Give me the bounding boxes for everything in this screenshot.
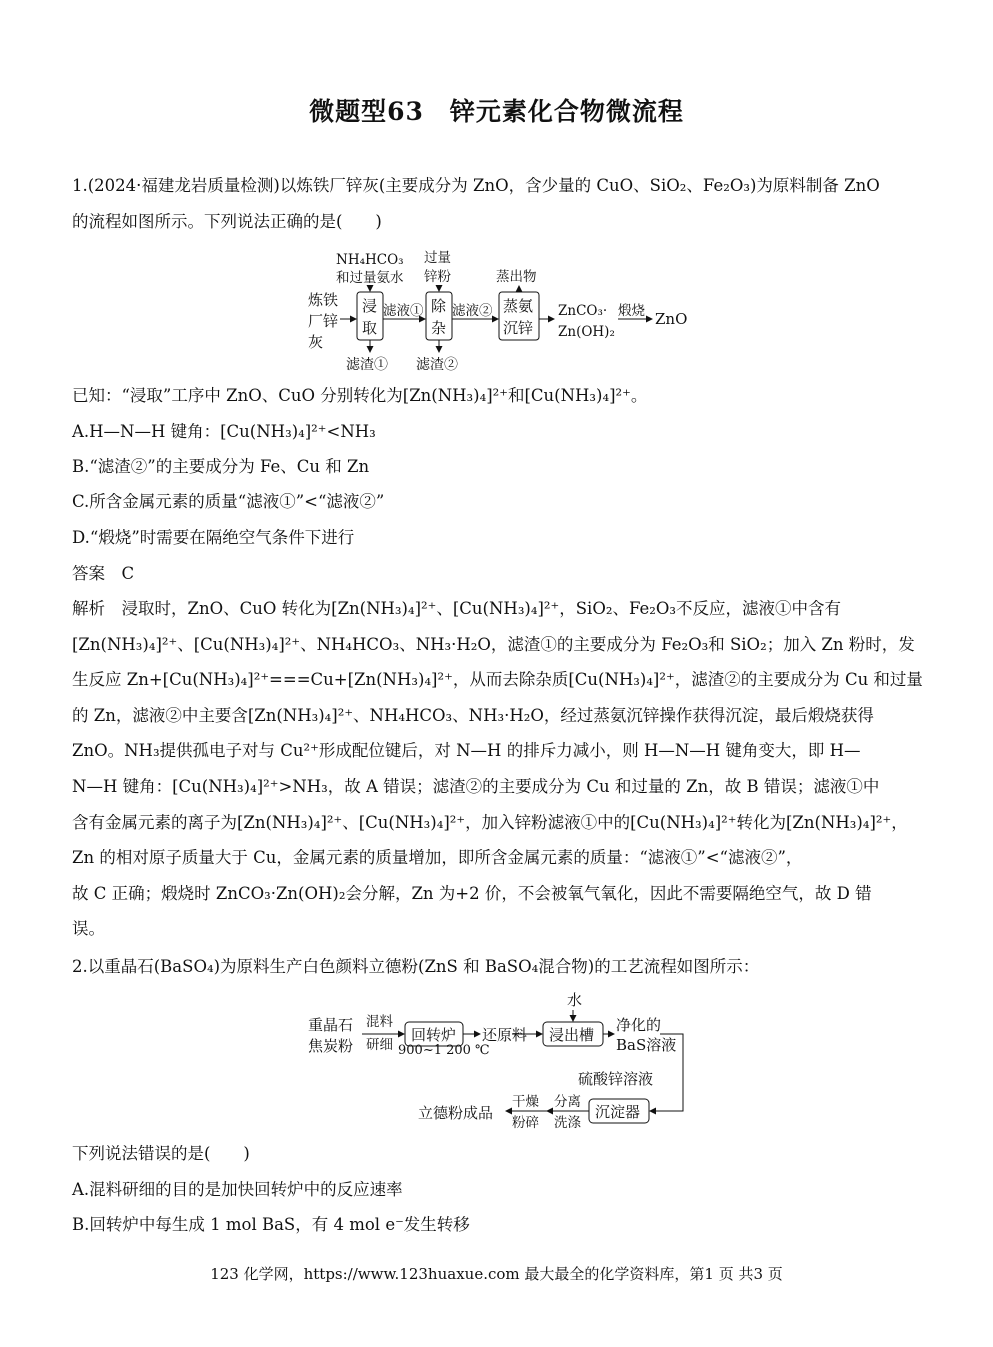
q1-option-a: A.H—N—H 键角：[Cu(NH₃)₄]²⁺<NH₃ xyxy=(72,422,376,441)
q2-op-mix: 研细 xyxy=(366,1037,393,1053)
q1-filtrate2: 滤液② xyxy=(452,303,493,319)
q1-stem-line1: 1.(2024·福建龙岩质量检测)以炼铁厂锌灰(主要成分为 ZnO，含少量的 CuO、SiO₂、Fe₂O₃)为原料制备 ZnO xyxy=(72,176,880,195)
q2-reduced-label: 还原料 xyxy=(482,1026,528,1044)
q1-known: 已知：“浸取”工序中 ZnO、CuO 分别转化为[Zn(NH₃)₄]²⁺和[Cu(NH₃)₄]²⁺。 xyxy=(72,386,648,405)
q1-flowchart xyxy=(300,248,700,376)
q2-temp-label: 900~1 200 ℃ xyxy=(398,1043,490,1058)
q2-box-precip: 沉淀器 xyxy=(595,1103,641,1121)
q2-box-kiln: 回转炉 xyxy=(411,1026,457,1044)
q1-raw-label: 灰 xyxy=(308,333,324,351)
q1-product-label: ZnO xyxy=(655,310,688,328)
q1-filtrate1: 滤液① xyxy=(383,303,424,319)
q1-analysis-line: 含有金属元素的离子为[Zn(NH₃)₄]²⁺、[Cu(NH₃)₄]²⁺，加入锌粉滤液①中的[Cu(NH₃)₄]²⁺转化为[Zn(NH₃)₄]²⁺， xyxy=(72,813,908,832)
q2-raw-label: 焦炭粉 xyxy=(308,1037,354,1055)
q2-op-dry: 干燥 xyxy=(512,1094,539,1110)
q1-box-leach: 浸 xyxy=(362,297,378,315)
q1-option-b: B.“滤渣②”的主要成分为 Fe、Cu 和 Zn xyxy=(72,457,370,476)
q2-op-dry: 粉碎 xyxy=(512,1115,539,1131)
q2-option-a: A.混料研细的目的是加快回转炉中的反应速率 xyxy=(72,1180,403,1199)
q2-box-leach: 浸出槽 xyxy=(549,1026,595,1044)
q1-raw-label: 厂锌 xyxy=(308,312,339,330)
q1-reagent-b: 锌粉 xyxy=(424,269,451,285)
q2-flowchart xyxy=(300,988,700,1134)
q1-precip-label: ZnCO₃· xyxy=(558,303,608,319)
q1-residue1: 滤渣① xyxy=(346,357,388,373)
q1-reagent-a: NH₄HCO₃ xyxy=(336,252,404,268)
q1-precip-label: Zn(OH)₂ xyxy=(558,324,615,340)
q2-stem: 2.以重晶石(BaSO₄)为原料生产白色颜料立德粉(ZnS 和 BaSO₄混合物)的工艺流程如图所示： xyxy=(72,957,760,976)
q1-analysis-line: N—H 键角：[Cu(NH₃)₄]²⁺>NH₃，故 A 错误；滤渣②的主要成分为 Cu 和过量的 Zn，故 B 错误；滤液①中 xyxy=(72,777,880,796)
q1-box-purify: 杂 xyxy=(431,319,447,337)
q1-reagent-a: 和过量氨水 xyxy=(336,270,404,286)
q2-purified-label: 净化的 xyxy=(616,1016,662,1034)
q1-raw-label: 炼铁 xyxy=(308,291,339,309)
q2-op-separate: 洗涤 xyxy=(554,1115,581,1131)
q1-analysis-line: 故 C 正确；煅烧时 ZnCO₃·Zn(OH)₂会分解，Zn 为+2 价，不会被氧气氧化，因此不需要隔绝空气，故 D 错 xyxy=(72,884,872,903)
q1-option-d: D.“煅烧”时需要在隔绝空气条件下进行 xyxy=(72,528,355,547)
q2-znso4-label: 硫酸锌溶液 xyxy=(578,1070,654,1088)
q1-box-precip: 蒸氨 xyxy=(503,297,534,315)
q2-purified-label: BaS溶液 xyxy=(616,1036,677,1054)
q1-box-precip: 沉锌 xyxy=(503,319,534,337)
q2-raw-label: 重晶石 xyxy=(308,1016,354,1034)
q1-calcine-label: 煅烧 xyxy=(618,303,645,319)
q1-analysis-line: 误。 xyxy=(72,919,105,938)
q2-prompt: 下列说法错误的是( ) xyxy=(72,1144,250,1163)
q1-box-purify: 除 xyxy=(431,297,447,315)
q1-option-c: C.所含金属元素的质量“滤液①”<“滤液②” xyxy=(72,492,385,511)
q1-answer: 答案 C xyxy=(72,564,135,583)
q1-reagent-b: 过量 xyxy=(424,250,451,266)
q1-vapor-label: 蒸出物 xyxy=(496,269,537,285)
q1-analysis-line: ZnO。NH₃提供孤电子对与 Cu²⁺形成配位键后，对 N—H 的排斥力减小，则 H—N—H 键角变大，即 H— xyxy=(72,741,861,760)
q2-option-b: B.回转炉中每生成 1 mol BaS，有 4 mol e⁻发生转移 xyxy=(72,1215,470,1234)
q1-analysis-line: [Zn(NH₃)₄]²⁺、[Cu(NH₃)₄]²⁺、NH₄HCO₃、NH₃·H₂O，滤渣①的主要成分为 Fe₂O₃和 SiO₂；加入 Zn 粉时，发 xyxy=(72,635,915,654)
q2-product-label: 立德粉成品 xyxy=(418,1104,494,1122)
page-footer: 123 化学网，https://www.123huaxue.com 最大最全的化学资料库，第1 页 共3 页 xyxy=(210,1265,783,1283)
q1-residue2: 滤渣② xyxy=(416,357,458,373)
q1-analysis-line: Zn 的相对原子质量大于 Cu，金属元素的质量增加，即所含金属元素的质量：“滤液①”<“滤液②”， xyxy=(72,848,803,867)
q1-stem-line2: 的流程如图所示。下列说法正确的是( ) xyxy=(72,212,382,231)
q1-analysis-line: 生反应 Zn+[Cu(NH₃)₄]²⁺===Cu+[Zn(NH₃)₄]²⁺，从而去除杂质[Cu(NH₃)₄]²⁺，滤渣②的主要成分为 Cu 和过量 xyxy=(72,670,923,689)
q1-analysis-line: 解析 浸取时，ZnO、CuO 转化为[Zn(NH₃)₄]²⁺、[Cu(NH₃)₄]²⁺，SiO₂、Fe₂O₃不反应，滤液①中含有 xyxy=(72,599,842,618)
page-title: 微题型63 锌元素化合物微流程 xyxy=(309,97,684,126)
q1-box-leach: 取 xyxy=(362,319,378,337)
q2-op-separate: 分离 xyxy=(554,1094,581,1110)
q2-water-label: 水 xyxy=(567,991,583,1009)
q1-analysis-line: 的 Zn，滤液②中主要含[Zn(NH₃)₄]²⁺、NH₄HCO₃、NH₃·H₂O，经过蒸氨沉锌操作获得沉淀，最后煅烧获得 xyxy=(72,706,874,725)
q2-op-mix: 混料 xyxy=(366,1014,393,1030)
